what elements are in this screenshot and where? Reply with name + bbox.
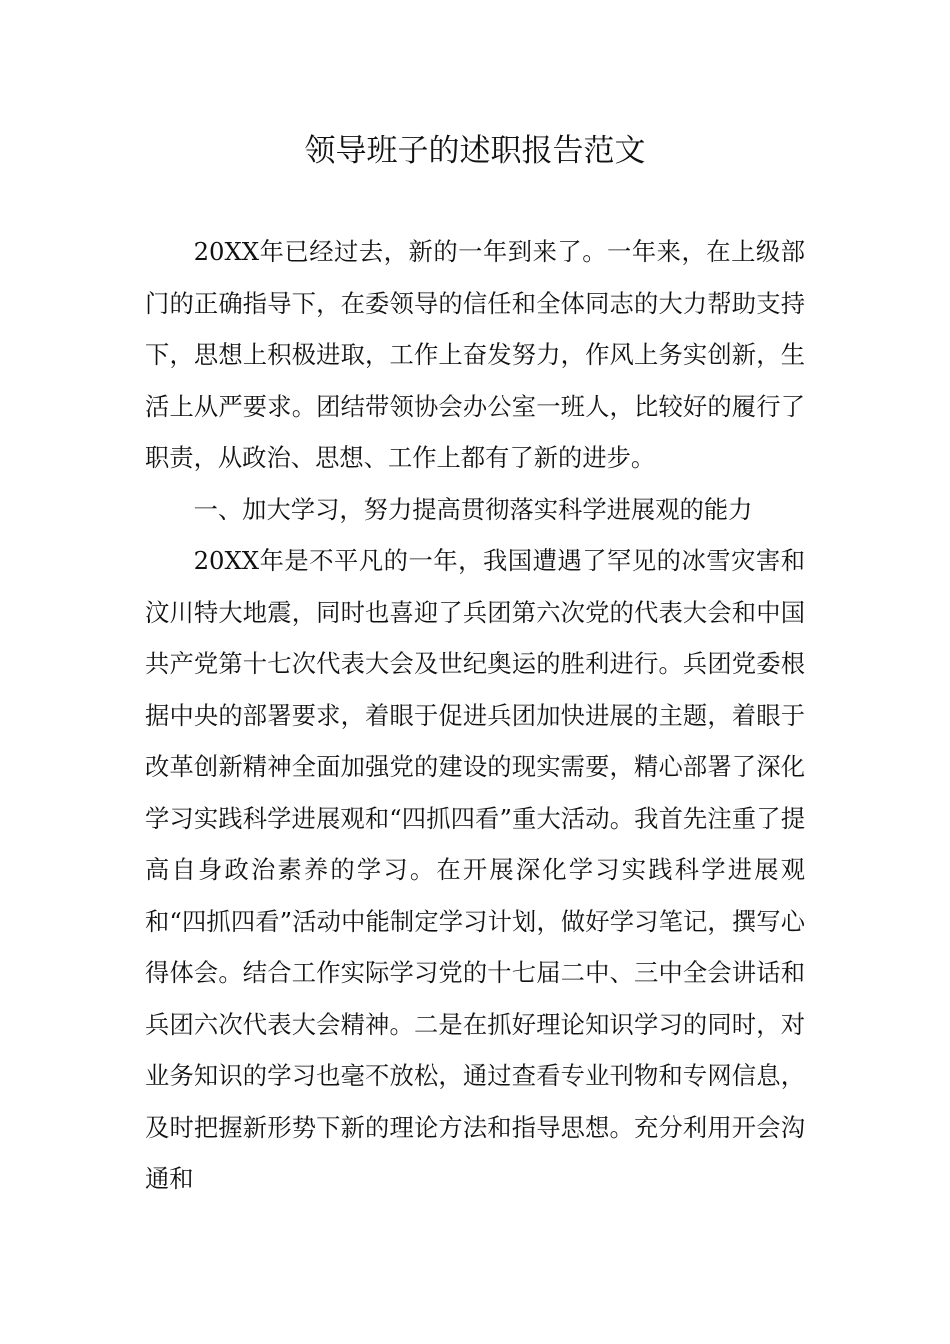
paragraph-section-1: 20XX年是不平凡的一年，我国遭遇了罕见的冰雪灾害和汶川特大地震，同时也喜迎了兵团第六次党的代表大会和中国共产党第十七次代表大会及世纪奥运的胜利进行。兵团党委根据中央的部署要求，着眼于促进兵团加快进展的主题，着眼于改革创新精神全面加强党的建设的现实需要，精心部署了深化学习实践科学进展观和“四抓四看”重大活动。我首先注重了提高自身政治素养的学习。在开展深化学习实践科学进展观和“四抓四看”活动中能制定学习计划，做好学习笔记，撰写心得体会。结合工作实际学习党的十七届二中、三中全会讲话和兵团六次代表大会精神。二是在抓好理论知识学习的同时，对业务知识的学习也毫不放松，通过查看专业刊物和专网信息，及时把握新形势下新的理论方法和指导思想。充分利用开会沟通和 xyxy=(145,546,805,1193)
section-heading-1: 一、加大学习，努力提高贯彻落实科学进展观的能力 xyxy=(193,494,753,524)
document-title: 领导班子的述职报告范文 xyxy=(304,133,646,169)
document-body xyxy=(145,226,805,1205)
paragraph-intro: 20XX年已经过去，新的一年到来了。一年来，在上级部门的正确指导下，在委领导的信任和全体同志的大力帮助支持下，思想上积极进取，工作上奋发努力，作风上务实创新，生活上从严要求。团结带领协会办公室一班人，比较好的履行了职责，从政治、思想、工作上都有了新的进步。 xyxy=(145,237,805,472)
